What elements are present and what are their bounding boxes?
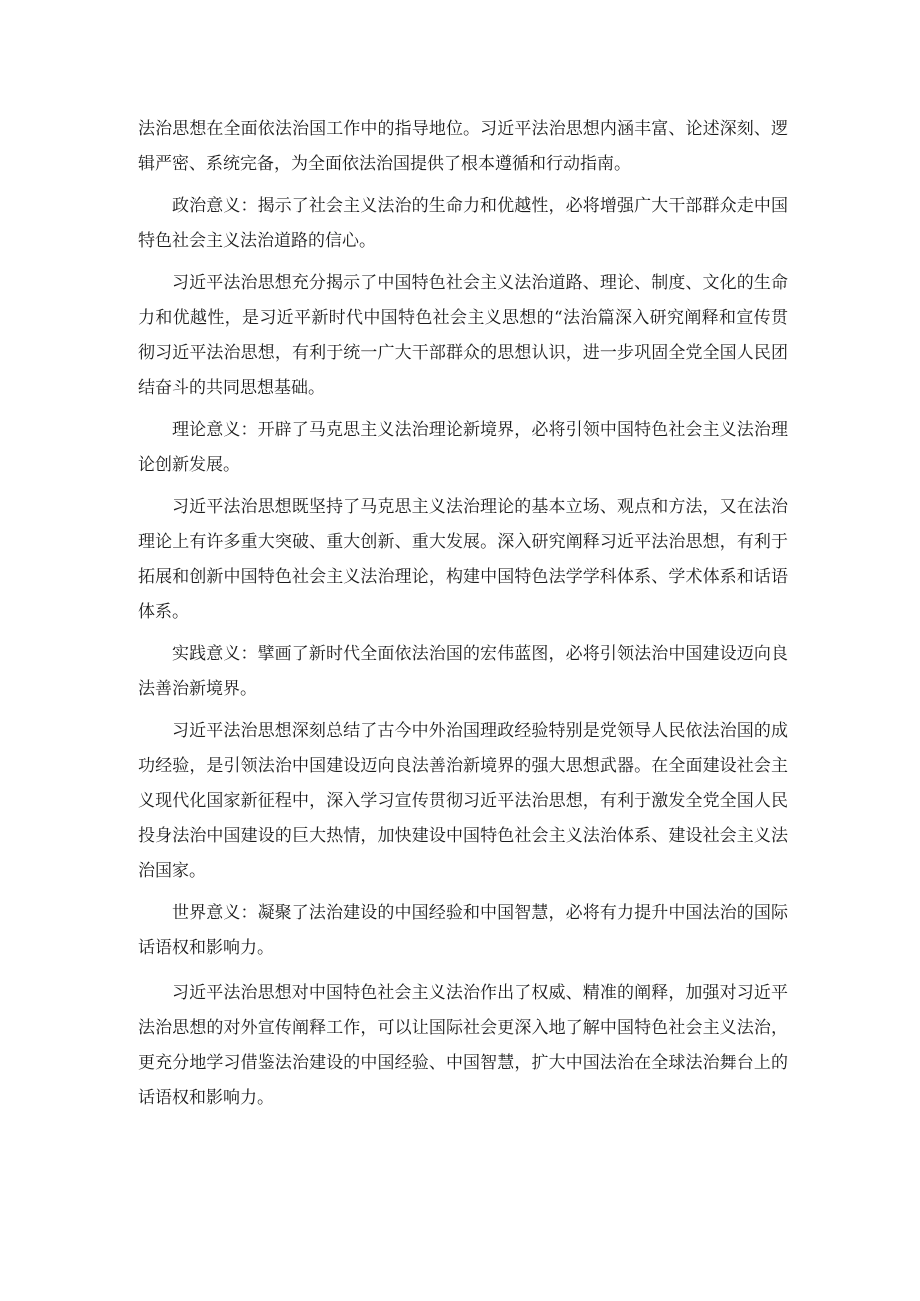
paragraph-theoretical-significance-heading: 理论意义：开辟了马克思主义法治理论新境界，必将引领中国特色社会主义法治理论创新发展。: [138, 420, 788, 475]
paragraph-political-significance-body: 习近平法治思想充分揭示了中国特色社会主义法治道路、理论、制度、文化的生命力和优越性，是习近平新时代中国特色社会主义思想的“法治篇深入研究阐释和宣传贯彻习近平法治思想，有利于统一广大干部群众的思想认识，进一步巩固全党全国人民团结奋斗的共同思想基础。: [138, 273, 788, 398]
document-body: [138, 112, 788, 1123]
paragraph-world-significance-heading: 世界意义：凝聚了法治建设的中国经验和中国智慧，必将有力提升中国法治的国际话语权和影响力。: [138, 903, 788, 958]
paragraph-political-significance-heading: 政治意义：揭示了社会主义法治的生命力和优越性，必将增强广大干部群众走中国特色社会主义法治道路的信心。: [138, 196, 788, 251]
paragraph-practical-significance-heading: 实践意义：擘画了新时代全面依法治国的宏伟蓝图，必将引领法治中国建设迈向良法善治新境界。: [138, 644, 788, 699]
paragraph-practical-significance-body: 习近平法治思想深刻总结了古今中外治国理政经验特别是党领导人民依法治国的成功经验，是引领法治中国建设迈向良法善治新境界的强大思想武器。在全面建设社会主义现代化国家新征程中，深入学习宣传贯彻习近平法治思想，有利于激发全党全国人民投身法治中国建设的巨大热情，加快建设中国特色社会主义法治体系、建设社会主义法治国家。: [138, 721, 788, 881]
paragraph-world-significance-body: 习近平法治思想对中国特色社会主义法治作出了权威、精准的阐释，加强对习近平法治思想的对外宣传阐释工作，可以让国际社会更深入地了解中国特色社会主义法治，更充分地学习借鉴法治建设的中国经验、中国智慧，扩大中国法治在全球法治舞台上的话语权和影响力。: [138, 983, 788, 1108]
paragraph-theoretical-significance-body: 习近平法治思想既坚持了马克思主义法治理论的基本立场、观点和方法，又在法治理论上有许多重大突破、重大创新、重大发展。深入研究阐释习近平法治思想，有利于拓展和创新中国特色社会主义法治理论，构建中国特色法学学科体系、学术体系和话语体系。: [138, 497, 788, 622]
paragraph-continuation: 法治思想在全面依法治国工作中的指导地位。习近平法治思想内涵丰富、论述深刻、逻辑严密、系统完备，为全面依法治国提供了根本遵循和行动指南。: [138, 119, 788, 174]
